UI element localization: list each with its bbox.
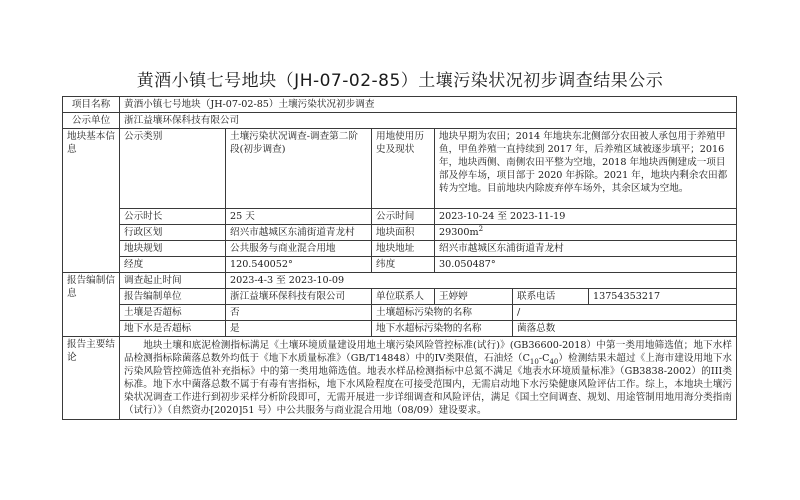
land-area-label: 地块面积 — [372, 225, 435, 241]
conclusion-sub-1: 10 — [529, 357, 539, 366]
land-plan-label: 地块规划 — [120, 241, 226, 257]
announcement-table — [62, 96, 737, 420]
pub-time-label: 公示时间 — [372, 209, 435, 225]
table-row — [63, 241, 737, 257]
pub-type-value: 土壤污染状况调查-调查第二阶段(初步调查) — [226, 129, 372, 209]
longitude-value: 120.540052° — [226, 257, 372, 273]
pub-duration-value: 25 天 — [226, 209, 372, 225]
conclusion-sub-2: 40 — [549, 357, 559, 366]
latitude-value: 30.050487° — [435, 257, 737, 273]
gw-exceed-label: 地下水是否超标 — [120, 321, 226, 337]
basic-info-label: 地块基本信息 — [63, 129, 120, 273]
project-name-label: 项目名称 — [63, 97, 120, 113]
pub-type-label: 公示类别 — [120, 129, 226, 209]
gw-pollutant-label: 地下水超标污染物的名称 — [372, 321, 513, 337]
conclusion-label: 报告主要结论 — [63, 337, 120, 420]
publisher-label: 公示单位 — [63, 113, 120, 129]
land-use-history-value: 地块早期为农田；2014 年地块东北侧部分农田被人承包用于养殖甲鱼，甲鱼养殖一直持续到 2017 年，后养殖区域被逐步填平；2016 年，地块西侧、南侧农田平整为空地，2018 年地块西侧建成一项目部及停车场，项目部于 2020 年拆除。2021 年，地块内剩余农田都转为空地。目前地块内除废弃停车场外，其余区域为空地。 — [435, 129, 737, 209]
report-prep-label: 报告编制信息 — [63, 273, 120, 337]
table-row — [63, 289, 737, 305]
survey-period-value: 2023-4-3 至 2023-10-09 — [226, 273, 737, 289]
gw-pollutant-value: 菌落总数 — [513, 321, 737, 337]
land-address-value: 绍兴市越城区东浦街道青龙村 — [435, 241, 737, 257]
table-row — [63, 209, 737, 225]
table-row — [63, 305, 737, 321]
table-row — [63, 97, 737, 113]
land-area-cell — [435, 225, 737, 241]
phone-label: 联系电话 — [513, 289, 589, 305]
report-unit-label: 报告编制单位 — [120, 289, 226, 305]
soil-pollutant-value: / — [513, 305, 737, 321]
soil-exceed-label: 土壤是否超标 — [120, 305, 226, 321]
admin-area-value: 绍兴市越城区东浦街道青龙村 — [226, 225, 372, 241]
project-name-value: 黄酒小镇七号地块（JH-07-02-85）土壤污染状况初步调查 — [120, 97, 737, 113]
soil-pollutant-label: 土壤超标污染物的名称 — [372, 305, 513, 321]
gw-exceed-value: 是 — [226, 321, 372, 337]
table-row — [63, 225, 737, 241]
survey-period-label: 调查起止时间 — [120, 273, 226, 289]
land-use-history-label: 用地使用历史及现状 — [372, 129, 435, 209]
table-row — [63, 273, 737, 289]
land-plan-value: 公共服务与商业混合用地 — [226, 241, 372, 257]
contact-label: 单位联系人 — [372, 289, 435, 305]
report-unit-value: 浙江益壤环保科技有限公司 — [226, 289, 372, 305]
table-row — [63, 321, 737, 337]
land-area-value: 29300m — [439, 227, 479, 238]
latitude-label: 纬度 — [372, 257, 435, 273]
longitude-label: 经度 — [120, 257, 226, 273]
page-title: 黄酒小镇七号地块（JH-07-02-85）土壤污染状况初步调查结果公示 — [136, 71, 664, 91]
table-row — [63, 337, 737, 420]
table-row — [63, 129, 737, 209]
publisher-value: 浙江益壤环保科技有限公司 — [120, 113, 737, 129]
soil-exceed-value: 否 — [226, 305, 372, 321]
land-area-unit-sup: 2 — [478, 224, 484, 233]
table-row — [63, 257, 737, 273]
table-row — [63, 113, 737, 129]
pub-time-value: 2023-10-24 至 2023-11-19 — [435, 209, 737, 225]
phone-value: 13754353217 — [589, 289, 737, 305]
contact-value: 王婷婷 — [435, 289, 513, 305]
admin-area-label: 行政区划 — [120, 225, 226, 241]
conclusion-part-2: -C — [538, 353, 550, 364]
conclusion-text — [120, 337, 737, 420]
conclusion-part-3: ）检测结果未超过《上海市建设用地下水污染风险管控筛选值补充指标》中的第一类用地筛选值。地表水样品检测指标中总氮不满足《地表水环境质量标准》（GB3838-2002）的III类标准。地下水中菌落总数不属于有毒有害指标，地下水风险程度在可接受范围内，无需启动地下水污染健康风险评估工作。综上，本地块土壤污染状况调查工作进行到初步采样分析阶段即可，无需开展进一步详细调查和风险评估，满足《国土空间调查、规划、用途管制用地用海分类指南（试行）》（自然资办[2020]51 号）中公共服务与商业混合用地（08/09）建设要求。 — [124, 353, 733, 416]
conclusion-part-1: 地块土壤和底泥检测指标满足《土壤环境质量建设用地土壤污染风险管控标准(试行)》(GB36600-2018）中第一类用地筛选值；地下水样品检测指标除菌落总数外均低于《地下水质量标准》（GB/T14848）中的IV类限值，石油烃（C — [124, 340, 733, 364]
land-address-label: 地块地址 — [372, 241, 435, 257]
pub-duration-label: 公示时长 — [120, 209, 226, 225]
